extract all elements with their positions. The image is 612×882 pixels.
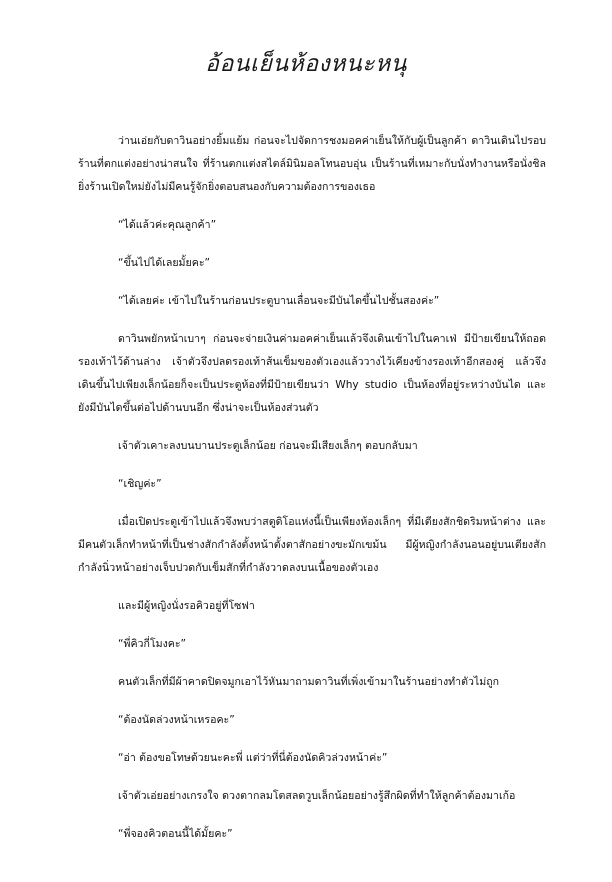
dialog-paragraph: “พี่จองคิวตอนนี้ได้มั้ยคะ” [118,828,233,840]
dialog-paragraph: “ได้เลยค่ะ เข้าไปในร้านก่อนประตูบานเลื่อนจะมีบันไดขึ้นไปชั้นสองค่ะ” [118,295,440,307]
narration-paragraph: ว่านเอ่ยกับดาวินอย่างยิ้มแย้ม ก่อนจะไปจัดการชงมอคค่าเย็นให้กับผู้เป็นลูกค้า ดาวินเดินไปรอบร้านที่ตกแต่งอย่างน่าสนใจ ที่ร้านตกแต่งสไตล์มินิมอลโทนอบอุ่น เป็นร้านที่เหมาะกับนั่งทำงานหรือนั่งชิล ยิ่งร้านเปิดใหม่ยังไม่มีคนรู้จักยิ่งตอบสนองกับความต้องการของเธอ [78,135,546,193]
dialog-paragraph: “อ่า ต้องขอโทษด้วยนะคะพี่ แต่ว่าที่นี่ต้องนัดคิวล่วงหน้าค่ะ” [118,752,388,764]
narration-paragraph: เจ้าตัวเอ่ยอย่างเกรงใจ ดวงตากลมโตสลดวูบเล็กน้อยอย่างรู้สึกผิดที่ทำให้ลูกค้าต้องมาเก้อ [118,790,516,802]
narration-paragraph: และมีผู้หญิงนั่งรอคิวอยู่ที่โซฟา [118,600,255,612]
dialog-paragraph: “พี่คิวกี่โมงคะ” [118,638,187,650]
document-title: อ้อนเย็นห้องหนะหนุ [205,51,407,77]
dialog-paragraph: “ต้องนัดล่วงหน้าเหรอคะ” [118,714,235,726]
dialog-paragraph: “ได้แล้วค่ะคุณลูกค้า” [118,219,217,231]
narration-paragraph: เจ้าตัวเคาะลงบนบานประตูเล็กน้อย ก่อนจะมีเสียงเล็กๆ ตอบกลับมา [118,440,418,452]
document-body [78,130,546,861]
dialog-paragraph: “เชิญค่ะ” [118,478,162,490]
narration-paragraph: คนตัวเล็กที่มีผ้าคาดปิดจมูกเอาไว้หันมาถามดาวินที่เพิ่งเข้ามาในร้านอย่างทำตัวไม่ถูก [118,676,500,688]
narration-paragraph: ดาวินพยักหน้าเบาๆ ก่อนจะจ่ายเงินค่ามอคค่าเย็นแล้วจึงเดินเข้าไปในคาเฟ่ มีป้ายเขียนให้ถอดรองเท้าไว้ด้านล่าง เจ้าตัวจึงปลดรองเท้าส้นเข็มของตัวเองแล้ววางไว้เคียงข้างรองเท้าอีกสองคู่ แล้วจึงเดินขึ้นไปเพียงเล็กน้อยก็จะเป็นประตูห้องที่มีป้ายเขียนว่า Why studio เป็นห้องที่อยู่ระหว่างบันได และยังมีบันไดขึ้นต่อไปด้านบนอีก ซึ่งน่าจะเป็นห้องส่วนตัว [78,333,546,414]
narration-paragraph: เมื่อเปิดประตูเข้าไปแล้วจึงพบว่าสตูดิโอแห่งนี้เป็นเพียงห้องเล็กๆ ที่มีเตียงสักชิดริมหน้าต่าง และมีคนตัวเล็กทำหน้าที่เป็นช่างสักกำลังตั้งหน้าตั้งตาสักอย่างขะมักเขม้น มีผู้หญิงกำลังนอนอยู่บนเตียงสักกำลังนิ่วหน้าอย่างเจ็บปวดกับเข็มสักที่กำลังวาดลงบนเนื้อของตัวเอง [78,516,546,574]
dialog-paragraph: “ขึ้นไปได้เลยมั้ยคะ” [118,257,211,269]
